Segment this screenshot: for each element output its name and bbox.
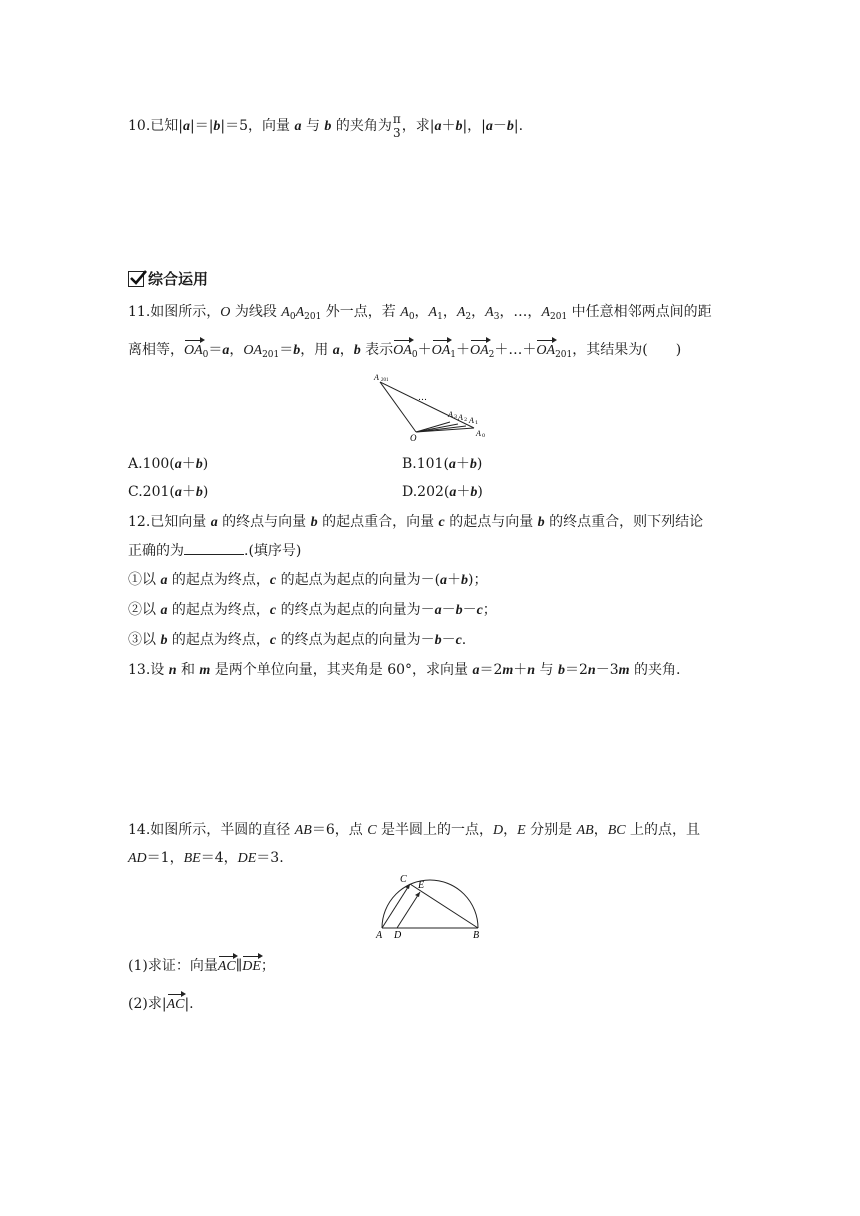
text: ， xyxy=(339,342,354,358)
vector-b: b xyxy=(213,119,221,134)
text: 表示 xyxy=(360,342,394,358)
point-label: A xyxy=(295,305,305,320)
label-O: O xyxy=(410,433,417,443)
answer-blank[interactable] xyxy=(184,540,244,555)
text: ＋ xyxy=(455,342,470,358)
text: － xyxy=(462,602,477,618)
vector-a: a xyxy=(182,119,190,134)
vector-DE: DE xyxy=(242,957,261,977)
point-label: A xyxy=(485,305,494,320)
vector-b: b xyxy=(353,343,361,358)
vector-a: a xyxy=(434,603,442,618)
text: 的起点重合，向量 xyxy=(317,514,439,530)
vector-a: a xyxy=(174,457,182,472)
text: 的起点与向量 xyxy=(444,514,538,530)
text: ， xyxy=(593,822,608,838)
vector-OA201: OA xyxy=(536,341,555,361)
vector-n: n xyxy=(168,663,177,678)
text: ，求| xyxy=(401,118,435,134)
text: ①以 xyxy=(128,572,161,588)
text: ； xyxy=(260,958,275,974)
vector-a: a xyxy=(174,485,182,500)
vector-c: c xyxy=(269,573,277,588)
text: ， xyxy=(503,822,518,838)
label-A3: A xyxy=(448,410,453,419)
text: 的夹角为 xyxy=(331,118,392,134)
text: ) xyxy=(202,484,209,500)
option-a[interactable] xyxy=(128,454,208,475)
text: ＋ xyxy=(456,484,471,500)
vector-b: b xyxy=(434,633,442,648)
question-number: 10. xyxy=(128,118,151,134)
parallel-symbol: ∥ xyxy=(235,958,243,974)
vector-AC: AC xyxy=(167,995,185,1015)
figure-q11-fan-diagram xyxy=(370,370,500,445)
subscript: 2 xyxy=(464,417,468,423)
text: ＝2 xyxy=(565,662,588,678)
vector-b: b xyxy=(293,343,301,358)
question-12-item-3 xyxy=(128,630,466,651)
question-12-line-2 xyxy=(128,540,301,561)
vector-c: c xyxy=(455,633,462,648)
label-A0: A xyxy=(476,429,481,438)
text: ) xyxy=(202,456,209,472)
text: 14.如图所示，半圆的直径 xyxy=(128,822,295,838)
text: ＝6，点 xyxy=(311,822,368,838)
point-label: A xyxy=(428,305,438,320)
text: ＝1， xyxy=(146,850,184,866)
vector-m: m xyxy=(199,663,211,678)
checkbox-icon xyxy=(128,271,144,287)
question-13 xyxy=(128,660,680,681)
text: 11.如图所示， xyxy=(128,304,221,320)
option-label: D.202( xyxy=(402,484,450,500)
point-label: A xyxy=(456,305,466,320)
option-label: A.100( xyxy=(128,456,175,472)
figure-q14-semicircle xyxy=(372,872,490,942)
segment-label: OA xyxy=(243,343,263,358)
subscript: 201 xyxy=(304,312,322,322)
question-12-item-2 xyxy=(128,600,497,621)
label-C: C xyxy=(400,874,407,885)
vector-a: a xyxy=(485,119,493,134)
vector-c: c xyxy=(269,603,277,618)
subscript: 2 xyxy=(488,350,495,360)
vector-a: a xyxy=(160,573,168,588)
section-header xyxy=(128,268,208,289)
text: ＋…＋ xyxy=(494,342,537,358)
point-label: E xyxy=(517,823,526,838)
label-B: B xyxy=(473,930,480,941)
question-11-line-2 xyxy=(128,340,681,365)
text: ＝3. xyxy=(256,850,284,866)
subscript: 201 xyxy=(555,350,573,360)
subscript: 0 xyxy=(482,433,486,439)
subscript: 3 xyxy=(454,414,458,420)
text: |＝| xyxy=(189,118,214,134)
text: 是两个单位向量，其夹角是 60°，求向量 xyxy=(210,662,473,678)
text: .(填序号) xyxy=(244,543,302,559)
text: ＝2 xyxy=(479,662,503,678)
vector-b: b xyxy=(455,119,463,134)
text: 的起点为起点的向量为－( xyxy=(276,572,441,588)
text: ＋ xyxy=(441,118,456,134)
text: ＋ xyxy=(455,456,470,472)
text: 和 xyxy=(176,662,200,678)
vector-b: b xyxy=(469,457,477,472)
subscript: 201 xyxy=(550,312,568,322)
text: 离相等， xyxy=(128,342,184,358)
subscript: 0 xyxy=(202,350,209,360)
question-14-line-2 xyxy=(128,848,284,869)
vector-b: b xyxy=(470,485,478,500)
vector-a: a xyxy=(448,457,456,472)
text: ， xyxy=(229,342,244,358)
text: 上的点，且 xyxy=(625,822,701,838)
label-D: D xyxy=(394,930,402,941)
text: ＋ xyxy=(181,456,196,472)
text: 分别是 xyxy=(525,822,577,838)
text: ＋ xyxy=(513,662,528,678)
subscript: 2 xyxy=(465,312,472,322)
text: 正确的为 xyxy=(128,543,184,559)
text: ＋ xyxy=(181,484,196,500)
text: ，用 xyxy=(300,342,333,358)
vector-AC: AC xyxy=(218,957,236,977)
vector-b: b xyxy=(537,515,545,530)
subscript: 201 xyxy=(381,378,389,383)
ellipsis: … xyxy=(418,393,427,403)
vector-a: a xyxy=(472,663,480,678)
question-14-part-2 xyxy=(128,994,194,1015)
text: 的终点为起点的向量为－ xyxy=(276,602,435,618)
text: －3 xyxy=(595,662,619,678)
segment-label: AB xyxy=(294,823,312,838)
text: 的终点与向量 xyxy=(217,514,311,530)
point-label: D xyxy=(492,823,504,838)
vector-a: a xyxy=(332,343,340,358)
point-label: A xyxy=(281,305,290,320)
vector-a: a xyxy=(222,343,230,358)
text: 的起点为终点， xyxy=(167,572,270,588)
segment-label: BC xyxy=(607,823,626,838)
text: 13.设 xyxy=(128,662,169,678)
text: 12.已知向量 xyxy=(128,514,211,530)
point-label: O xyxy=(220,305,231,320)
vector-OA0: OA xyxy=(184,341,203,361)
subscript: 1 xyxy=(437,312,443,322)
section-title: 综合运用 xyxy=(148,270,209,288)
text: 的夹角. xyxy=(629,662,681,678)
text: － xyxy=(492,118,507,134)
text: )； xyxy=(468,572,488,588)
label-A1: A xyxy=(469,416,474,425)
question-10 xyxy=(128,112,523,140)
text: ， xyxy=(442,304,457,320)
text: 的起点为终点， xyxy=(167,632,270,648)
vector-a: a xyxy=(434,119,442,134)
vector-c: c xyxy=(438,515,445,530)
vector-b: b xyxy=(195,485,203,500)
subscript: 0 xyxy=(411,350,418,360)
option-b[interactable] xyxy=(402,454,482,475)
point-label: C xyxy=(367,823,377,838)
text: |. xyxy=(513,118,524,134)
vector-b: b xyxy=(195,457,203,472)
label-A: A xyxy=(376,930,383,941)
vector-c: c xyxy=(476,603,483,618)
option-d[interactable] xyxy=(402,482,483,503)
subscript: 1 xyxy=(475,420,479,426)
subscript: 3 xyxy=(493,312,500,322)
vector-b: b xyxy=(310,515,318,530)
segment-label: DE xyxy=(237,851,257,866)
point-label: A xyxy=(541,305,550,320)
vector-b: b xyxy=(558,663,565,678)
text: ， xyxy=(471,304,486,320)
vector-b: b xyxy=(160,633,168,648)
vector-b: b xyxy=(506,119,514,134)
vector-n: n xyxy=(527,663,536,678)
label-E: E xyxy=(418,880,425,891)
label-A201: A xyxy=(374,373,379,382)
segment-label: AB xyxy=(576,823,594,838)
text: ＝4， xyxy=(200,850,238,866)
point-label: A xyxy=(400,305,409,320)
text: 的终点重合，则下列结论 xyxy=(544,514,704,530)
subscript: 201 xyxy=(262,350,280,360)
text: (1)求证：向量 xyxy=(128,958,218,974)
text: ) xyxy=(476,456,483,472)
text: 与 xyxy=(535,662,558,678)
vector-a: a xyxy=(210,515,218,530)
subscript: 0 xyxy=(408,312,415,322)
text: 外一点，若 xyxy=(321,304,401,320)
text: － xyxy=(441,602,456,618)
vector-a: a xyxy=(449,485,457,500)
text: ； xyxy=(482,602,497,618)
segment-label: AD xyxy=(128,851,147,866)
vector-m: m xyxy=(502,663,514,678)
segment-label: BE xyxy=(183,851,201,866)
vector-m: m xyxy=(618,663,630,678)
text: |＝5，向量 xyxy=(220,118,295,134)
text: (2)求| xyxy=(128,996,167,1012)
text: |，| xyxy=(462,118,486,134)
text: ②以 xyxy=(128,602,161,618)
question-12-line-1 xyxy=(128,512,703,533)
text: ③以 xyxy=(128,632,161,648)
subscript: 0 xyxy=(289,312,296,322)
numerator: π xyxy=(392,112,401,126)
vector-OA1: OA xyxy=(432,341,451,361)
text: 与 xyxy=(301,118,325,134)
vector-a: a xyxy=(440,573,448,588)
text: 的起点为终点， xyxy=(167,602,270,618)
vector-a: a xyxy=(294,119,302,134)
denominator: 3 xyxy=(392,126,401,140)
text: 的终点为起点的向量为－ xyxy=(276,632,435,648)
text: － xyxy=(441,632,456,648)
option-label: B.101( xyxy=(402,456,449,472)
vector-b: b xyxy=(461,573,469,588)
text: ＝ xyxy=(208,342,223,358)
question-14-part-1 xyxy=(128,956,275,977)
text: ＋ xyxy=(417,342,432,358)
text: ＋ xyxy=(447,572,462,588)
text: 中任意相邻两点间的距 xyxy=(567,304,712,320)
fraction-pi-over-3 xyxy=(393,112,401,140)
text: 已知| xyxy=(150,118,183,134)
vector-OA0: OA xyxy=(393,341,412,361)
option-c[interactable] xyxy=(128,482,208,503)
subscript: 1 xyxy=(450,350,456,360)
question-11-line-1 xyxy=(128,302,712,327)
text: |. xyxy=(184,996,194,1012)
vector-c: c xyxy=(269,633,277,648)
text: ) xyxy=(477,484,483,500)
text: 是半圆上的一点， xyxy=(376,822,493,838)
text: ＝ xyxy=(279,342,294,358)
question-12-item-1 xyxy=(128,570,488,591)
option-label: C.201( xyxy=(128,484,175,500)
question-14-line-1 xyxy=(128,820,700,841)
text: ，其结果为( ) xyxy=(572,342,682,358)
vector-a: a xyxy=(160,603,168,618)
text: 为线段 xyxy=(230,304,282,320)
text: ，…， xyxy=(499,304,542,320)
vector-n: n xyxy=(587,663,596,678)
vector-OA2: OA xyxy=(470,341,489,361)
vector-b: b xyxy=(455,603,463,618)
label-A2: A xyxy=(458,413,463,422)
text: . xyxy=(461,632,467,648)
text: ， xyxy=(414,304,429,320)
vector-b: b xyxy=(324,119,332,134)
